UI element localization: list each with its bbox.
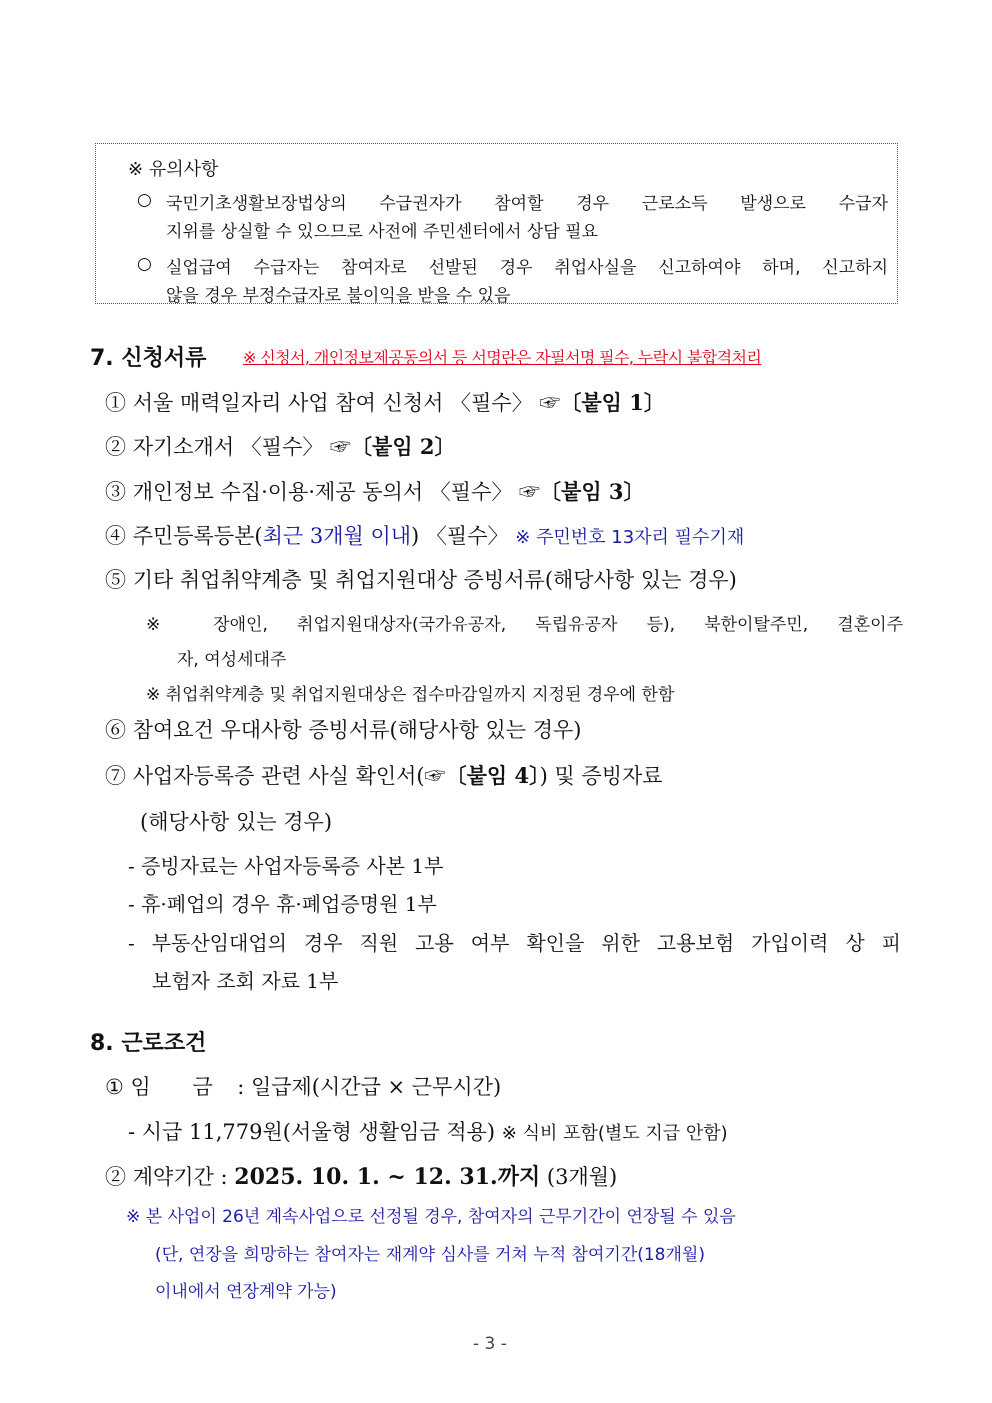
contract-note-line1: ※ 본 사업이 26년 계속사업으로 선정될 경우, 참여자의 근무기간이 연장될 수 있음 <box>126 1207 736 1227</box>
doc-item-7-text-b: ) 및 증빙자료 <box>539 764 663 788</box>
dash-item-1: - 증빙자료는 사업자등록증 사본 1부 <box>128 854 444 878</box>
notice-item-1-line1: 국민기초생활보장법상의 수급권자가 참여할 경우 근로소득 발생으로 수급자 <box>166 194 888 214</box>
section7-heading: 7. 신청서류 <box>90 346 207 371</box>
contract-months: (3개월) <box>546 1165 618 1189</box>
doc-item-7 <box>105 760 663 790</box>
doc-item-2-text: 자기소개서 〈필수〉 ☞ <box>132 435 352 459</box>
doc-item-5 <box>105 564 737 594</box>
doc-item-3-attach: 〔붙임 3〕 <box>540 479 645 504</box>
doc-item-7-text-a: 사업자등록증 관련 사실 확인서(☞ <box>132 764 446 788</box>
wage-sub <box>128 1116 728 1146</box>
dash-item-3: - 부동산임대업의 경우 직원 고용 여부 확인을 위한 고용보험 가입이력 상 피 <box>128 931 901 955</box>
doc-item-7-line2: (해당사항 있는 경우) <box>140 810 333 834</box>
wage-text: : 일급제(시간급 × 근무시간) <box>237 1075 502 1099</box>
notice-item-2-line1: 실업급여 수급자는 참여자로 선발된 경우 취업사실을 신고하여야 하며, 신고하지 <box>166 258 888 278</box>
doc-item-4-text-a: 주민등록등본( <box>132 524 263 548</box>
notice-bullet-1: ○ <box>137 190 152 210</box>
contract-label: 계약기간 : <box>132 1165 228 1189</box>
wage-sub-note: ※ 식비 포함(별도 지급 안함) <box>501 1123 728 1144</box>
dash-item-2: - 휴·폐업의 경우 휴·폐업증명원 1부 <box>128 892 437 916</box>
doc-item-4 <box>105 520 744 550</box>
notice-bullet-2: ○ <box>137 254 152 274</box>
doc-item-5-num: ⑤ <box>105 568 126 592</box>
doc-item-3-text: 개인정보 수집·이용·제공 동의서 〈필수〉 ☞ <box>132 480 541 504</box>
doc-item-4-note: ※ 주민번호 13자리 필수기재 <box>515 527 745 548</box>
doc-item-6-num: ⑥ <box>105 718 126 742</box>
doc-item-5-note-1-line1: ※ 장애인, 취업지원대상자(국가유공자, 독립유공자 등), 북한이탈주민, 결혼이주 <box>146 615 903 635</box>
contract-note-line2: (단, 연장을 희망하는 참여자는 재계약 심사를 거쳐 누적 참여기간(18개월) <box>155 1245 705 1265</box>
contract-row <box>105 1160 617 1191</box>
contract-num: ② <box>105 1165 126 1189</box>
doc-item-4-num: ④ <box>105 524 126 548</box>
doc-item-5-text: 기타 취업취약계층 및 취업지원대상 증빙서류(해당사항 있는 경우) <box>132 568 737 592</box>
doc-item-3 <box>105 476 645 506</box>
contract-period: 2025. 10. 1. ~ 12. 31.까지 <box>234 1164 541 1190</box>
wage-row <box>105 1071 501 1101</box>
notice-item-2-line2: 않을 경우 부정수급자로 불이익을 받을 수 있음 <box>166 286 511 306</box>
doc-item-1-attach: 〔붙임 1〕 <box>560 390 665 415</box>
notice-title: ※ 유의사항 <box>128 159 219 180</box>
doc-item-1-num: ① <box>105 391 126 415</box>
wage-label: 임 금 <box>130 1075 213 1099</box>
doc-item-7-attach: 〔붙임 4〕 <box>445 763 540 788</box>
contract-note-line3: 이내에서 연장계약 가능) <box>155 1282 337 1302</box>
doc-item-4-text-blue: 최근 3개월 이내 <box>262 524 412 548</box>
doc-item-7-num: ⑦ <box>105 764 126 788</box>
doc-item-3-num: ③ <box>105 480 126 504</box>
doc-item-6-text: 참여요건 우대사항 증빙서류(해당사항 있는 경우) <box>132 718 582 742</box>
doc-item-1 <box>105 387 665 417</box>
wage-sub-text: - 시급 11,779원(서울형 생활임금 적용) <box>128 1120 496 1144</box>
doc-item-2-num: ② <box>105 435 126 459</box>
section7-note: ※ 신청서, 개인정보제공동의서 등 서명란은 자필서명 필수, 누락시 불합격처리 <box>243 348 762 367</box>
doc-item-5-note-2: ※ 취업취약계층 및 취업지원대상은 접수마감일까지 지정된 경우에 한함 <box>146 685 675 705</box>
section8-heading: 8. 근로조건 <box>90 1031 207 1056</box>
doc-item-6 <box>105 714 582 744</box>
wage-num: ① <box>105 1075 124 1099</box>
dash-item-3-line2: 보험자 조회 자료 1부 <box>152 969 339 993</box>
doc-item-2-attach: 〔붙임 2〕 <box>351 434 456 459</box>
doc-item-2 <box>105 431 456 461</box>
doc-item-5-note-1-line2: 자, 여성세대주 <box>177 650 287 670</box>
notice-item-1-line2: 지위를 상실할 수 있으므로 사전에 주민센터에서 상담 필요 <box>166 222 598 242</box>
page-number: - 3 - <box>473 1334 507 1354</box>
doc-item-1-text: 서울 매력일자리 사업 참여 신청서 〈필수〉 ☞ <box>132 391 561 415</box>
doc-item-4-text-b: ) 〈필수〉 <box>411 524 509 548</box>
